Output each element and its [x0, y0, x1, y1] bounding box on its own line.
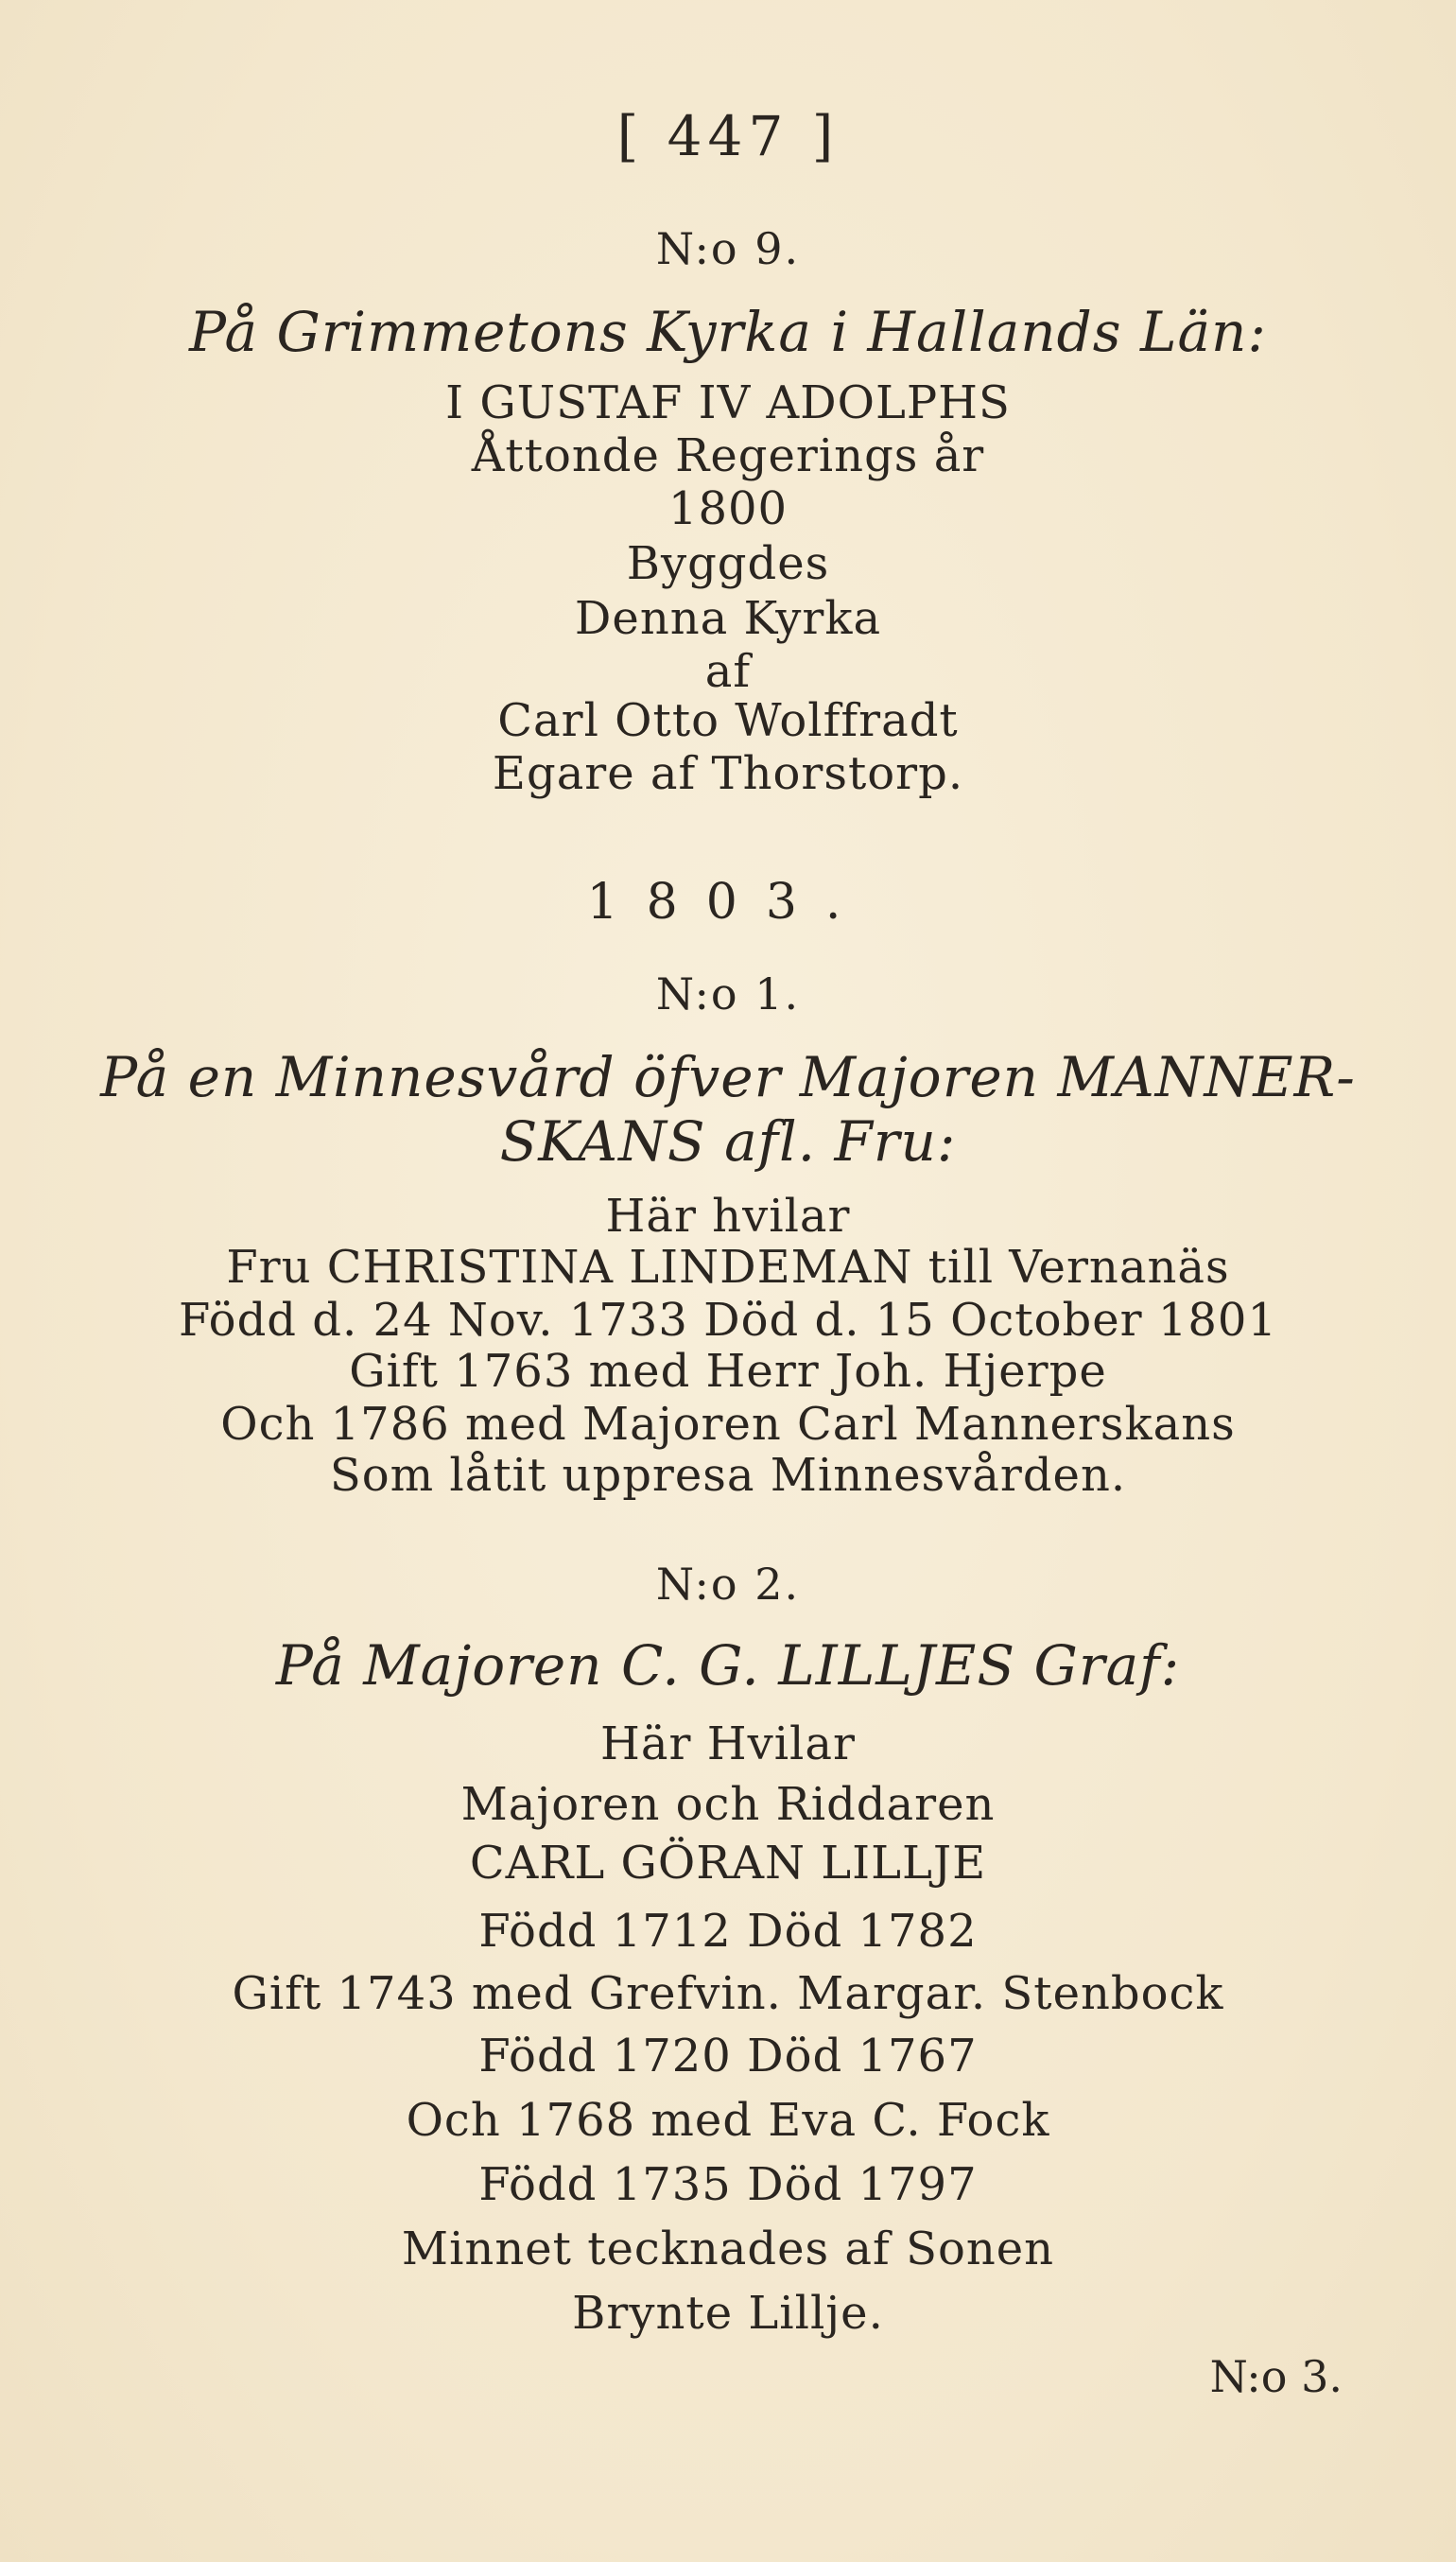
inscription-line: Född 1720 Död 1767 [478, 2030, 978, 2083]
section-title-continued: SKANS afl. Fru: [499, 1109, 957, 1174]
inscription-line: Och 1786 med Majoren Carl Mannerskans [220, 1398, 1236, 1451]
inscription-line: I GUSTAF IV ADOLPHS [445, 376, 1011, 429]
catchword: N:o 3. [1209, 2351, 1343, 2402]
section-number: N:o 9. [655, 223, 801, 274]
inscription-line: Här Hvilar [600, 1717, 856, 1770]
inscription-line: Majoren och Riddaren [460, 1778, 996, 1831]
inscription-line: Carl Otto Wolffradt [497, 694, 959, 747]
inscription-line: Gift 1743 med Grefvin. Margar. Stenbock [232, 1967, 1224, 2020]
inscription-line: Fru CHRISTINA LINDEMAN till Vernanäs [226, 1241, 1230, 1294]
inscription-line: 1800 [667, 482, 789, 535]
inscription-line: Byggdes [626, 537, 830, 590]
inscription-line: Och 1768 med Eva C. Fock [406, 2094, 1050, 2147]
inscription-line: Denna Kyrka [574, 592, 882, 645]
inscription-line: Gift 1763 med Herr Joh. Hjerpe [349, 1345, 1107, 1398]
inscription-line: Brynte Lillje. [572, 2287, 884, 2340]
section-number: N:o 1. [655, 968, 801, 1020]
inscription-line: Född 1735 Död 1797 [478, 2158, 978, 2211]
section-title: På Majoren C. G. LILLJES Graf: [275, 1633, 1181, 1698]
inscription-line: Här hvilar [605, 1190, 851, 1243]
section-number: N:o 2. [655, 1559, 801, 1610]
inscription-line: Född 1712 Död 1782 [478, 1905, 978, 1958]
inscription-line: Egare af Thorstorp. [492, 747, 964, 800]
inscription-line: af [704, 645, 752, 698]
inscription-line: Åttonde Regerings år [471, 429, 985, 482]
section-title: På Grimmetons Kyrka i Hallands Län: [189, 300, 1267, 364]
year-heading: 1803. [586, 874, 870, 931]
inscription-line: Född d. 24 Nov. 1733 Död d. 15 October 1801 [179, 1294, 1277, 1347]
section-title: På en Minnesvård öfver Majoren MANNER- [100, 1045, 1356, 1109]
inscription-line: Minnet tecknades af Sonen [401, 2222, 1055, 2275]
inscription-line: Som låtit uppresa Minnesvården. [329, 1449, 1127, 1502]
inscription-line: CARL GÖRAN LILLJE [469, 1837, 987, 1890]
page-number: [ 447 ] [616, 104, 840, 168]
